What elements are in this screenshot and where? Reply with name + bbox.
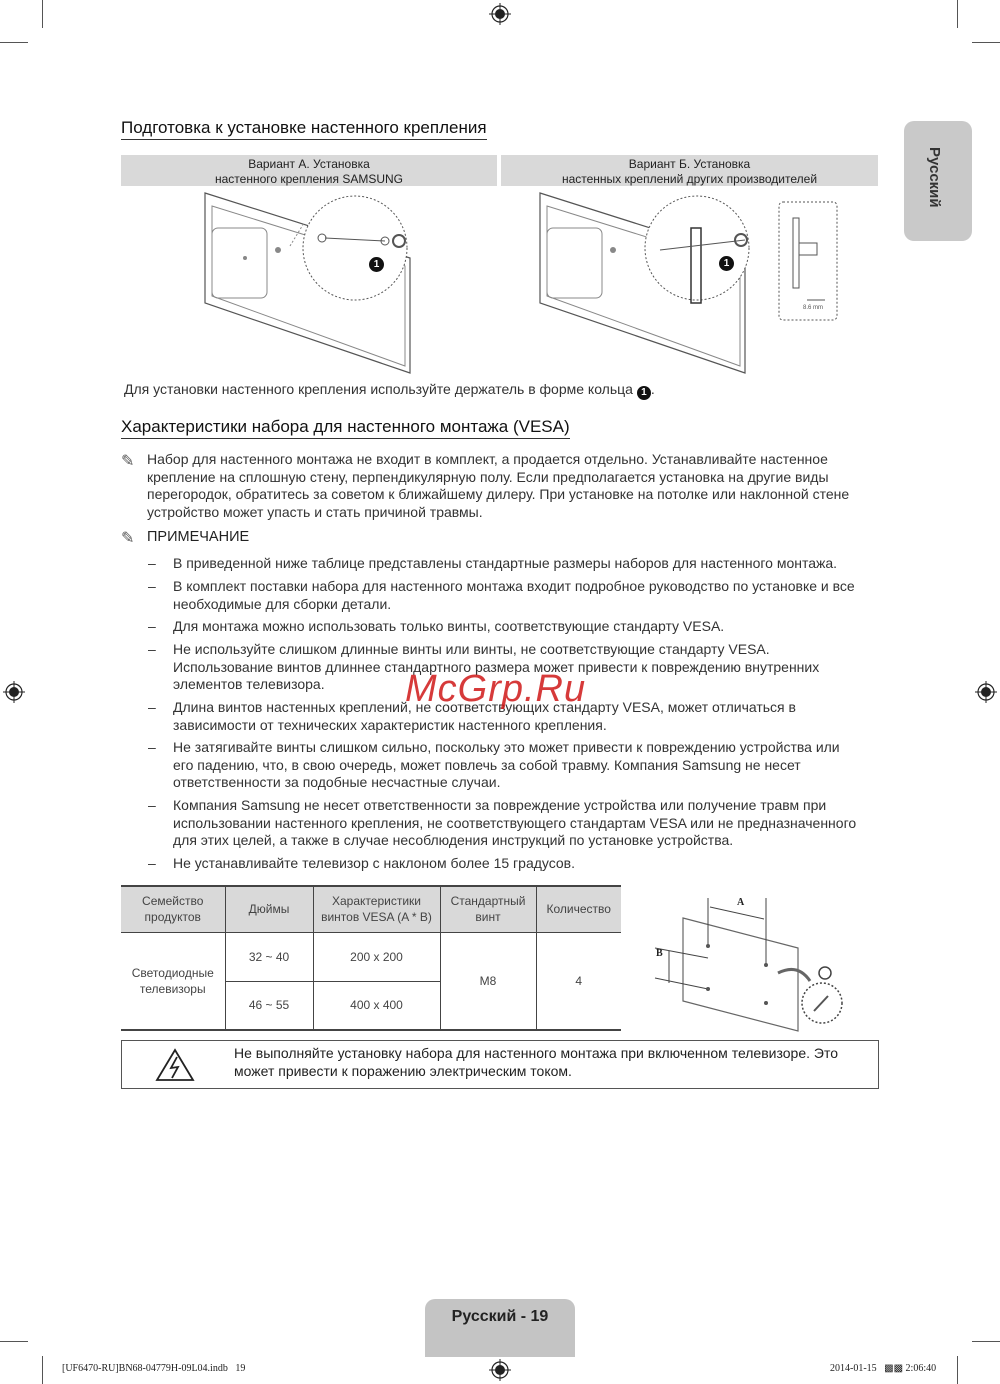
footer-timestamp: 2014-01-15 ▩▩ 2:06:40 bbox=[830, 1363, 937, 1374]
column-header: Характеристики винтов VESA (A * B) bbox=[313, 886, 440, 932]
note-heading: ПРИМЕЧАНИЕ bbox=[147, 529, 250, 545]
family-cell: Светодиодные телевизоры bbox=[121, 932, 225, 1030]
crop-mark bbox=[972, 42, 1000, 43]
warning-text: Не выполняйте установку набора для настенного монтажа при включенном телевизоре. Это может привести к поражению электрическим током. bbox=[234, 1045, 838, 1079]
crop-mark bbox=[42, 0, 43, 28]
column-header: Стандартный винт bbox=[440, 886, 536, 932]
section-title-vesa: Характеристики набора для настенного монтажа (VESA) bbox=[121, 417, 570, 439]
dimension-a-label: A bbox=[737, 897, 745, 908]
language-side-tab: Русский bbox=[904, 121, 972, 241]
callout-number-badge: 1 bbox=[637, 386, 651, 400]
registration-mark-icon bbox=[489, 3, 511, 25]
list-item: – Не используйте слишком длинные винты или винты, не соответствующие стандарту VESA. Использование винтов длиннее стандартного размера может привести к повреждению внутренних элементов телевизора. bbox=[148, 641, 820, 693]
variant-b-illustration bbox=[535, 188, 845, 378]
callout-number-badge: 1 bbox=[719, 256, 734, 271]
column-header: Дюймы bbox=[225, 886, 313, 932]
crop-mark bbox=[42, 1356, 43, 1384]
registration-mark-icon bbox=[975, 681, 997, 703]
list-item: – В комплект поставки набора для настенного монтажа входит подробное руководство по установке и все необходимые для сборки детали. bbox=[148, 578, 855, 612]
table-header-row bbox=[121, 886, 621, 932]
variant-a-caption: Вариант А. Установка настенного крепления SAMSUNG bbox=[121, 155, 497, 186]
crop-mark bbox=[957, 1356, 958, 1384]
intro-paragraph: Набор для настенного монтажа не входит в комплект, а продается отдельно. Устанавливайте настенное крепление на сплошную стену, перпендикулярную полу. Если предполагается установка на другие виды перегородок, обратитесь за советом к ближайшему дилеру. При установке на потолке или наклонной стене устройство может упасть и стать причиной травмы. bbox=[147, 451, 850, 520]
watermark: McGrp.Ru bbox=[405, 668, 587, 710]
vesa-spec-table bbox=[121, 885, 621, 1031]
vesa-cell: 200 x 200 bbox=[313, 932, 440, 981]
column-header: Количество bbox=[536, 886, 621, 932]
registration-mark-icon bbox=[489, 1359, 511, 1381]
screw-cell: M8 bbox=[440, 932, 536, 1030]
page-number-tab: Русский - 19 bbox=[425, 1299, 575, 1357]
list-item: – Компания Samsung не несет ответственности за повреждение устройства или получение травм при использовании настенного крепления, не соответствующего стандартам VESA или не предназначенного для этих целей, а также в случае несоблюдения инструкций по установке устройства. bbox=[148, 797, 857, 849]
warning-box bbox=[121, 1040, 879, 1089]
crop-mark bbox=[0, 42, 28, 43]
variant-b-caption: Вариант Б. Установка настенных креплений других производителей bbox=[501, 155, 878, 186]
vesa-diagram bbox=[650, 893, 850, 1033]
footer-filename: [UF6470-RU]BN68-04779H-09L04.indb 19 bbox=[62, 1363, 246, 1374]
crop-mark bbox=[957, 0, 958, 28]
dimension-b-label: B bbox=[656, 948, 663, 959]
dimension-label: 8.6 mm bbox=[803, 305, 824, 311]
callout-number-badge: 1 bbox=[369, 257, 384, 272]
crop-mark bbox=[972, 1341, 1000, 1342]
list-item: – Для монтажа можно использовать только винты, соответствующие стандарту VESA. bbox=[148, 618, 725, 634]
ring-holder-note: Для установки настенного крепления используйте держатель в форме кольца 1 . bbox=[124, 381, 655, 398]
column-header: Семейство продуктов bbox=[121, 886, 225, 932]
variant-a-illustration bbox=[200, 188, 440, 378]
table-row bbox=[121, 932, 621, 981]
section-title-preparation: Подготовка к установке настенного крепления bbox=[121, 118, 487, 140]
inches-cell: 32 ~ 40 bbox=[225, 932, 313, 981]
pencil-note-icon: ✎ bbox=[121, 453, 135, 470]
list-item: – Длина винтов настенных креплений, не соответствующих стандарту VESA, может отличаться в зависимости от технических характеристик настенного крепления. bbox=[148, 699, 796, 733]
electric-shock-warning-icon bbox=[155, 1048, 195, 1082]
inches-cell: 46 ~ 55 bbox=[225, 981, 313, 1030]
list-item: – Не устанавливайте телевизор с наклоном более 15 градусов. bbox=[148, 855, 576, 871]
quantity-cell: 4 bbox=[536, 932, 621, 1030]
crop-mark bbox=[0, 1341, 28, 1342]
registration-mark-icon bbox=[3, 681, 25, 703]
pencil-note-icon: ✎ bbox=[121, 530, 135, 547]
list-item: – В приведенной ниже таблице представлены стандартные размеры наборов для настенного монтажа. bbox=[148, 555, 838, 571]
vesa-cell: 400 x 400 bbox=[313, 981, 440, 1030]
list-item: – Не затягивайте винты слишком сильно, поскольку это может привести к повреждению устройства или его падению, что, в свою очередь, может повлечь за собой травму. Компания Samsung не несет ответственности за подобные несчастные случаи. bbox=[148, 739, 840, 791]
